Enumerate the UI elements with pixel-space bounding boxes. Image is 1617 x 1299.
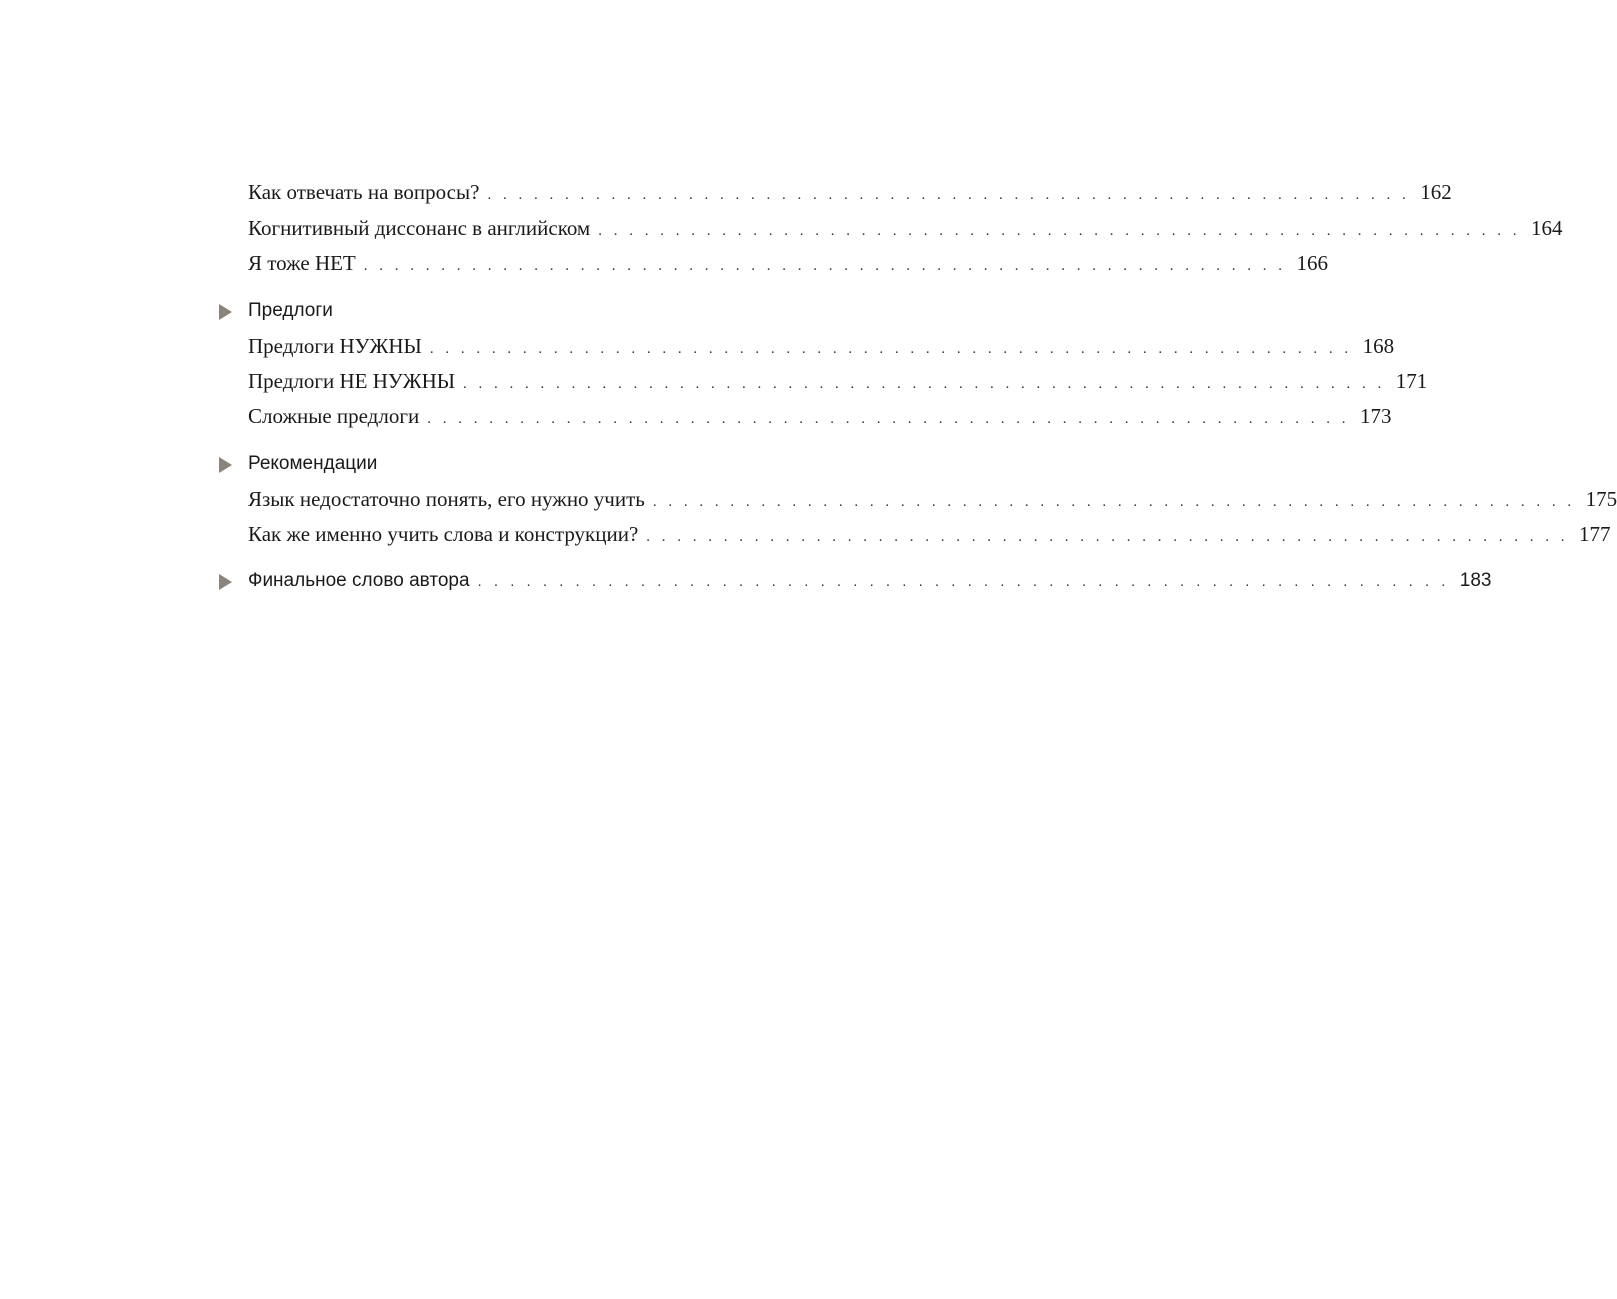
toc-page-number: 166: [1296, 251, 1329, 275]
toc-page-number: 171: [1395, 369, 1428, 393]
toc-page-number: 175: [1585, 487, 1617, 511]
toc-entry-title: Предлоги НЕ НУЖНЫ: [248, 369, 456, 393]
toc-section-title: Рекомендации: [248, 453, 378, 474]
toc-entry-title: Язык недостаточно понять, его нужно учить: [248, 487, 645, 511]
toc-entry-title: Как отвечать на вопросы?: [248, 180, 480, 204]
toc-entry[interactable]: [248, 401, 1392, 431]
toc-dot-leader: . . . . . . . . . . . . . . . . . . . . . . . . . . . . . . . . . . . . . . . . . . . . . . . . . . . . . . . . . . . .: [598, 223, 1521, 239]
toc-entry[interactable]: [248, 177, 1452, 207]
toc-page-number: 162: [1420, 180, 1452, 204]
toc-entry[interactable]: [248, 213, 1563, 243]
toc-entry-title: Как же именно учить слова и конструкции?: [248, 522, 639, 546]
toc-page-number: 183: [1459, 570, 1492, 591]
section-arrow-icon: [219, 574, 232, 590]
toc-entry-title: Я тоже НЕТ: [248, 251, 356, 275]
toc-entry[interactable]: [248, 366, 1428, 396]
toc-entry[interactable]: [248, 248, 1329, 278]
toc-entry-title: Когнитивный диссонанс в английском: [248, 216, 591, 240]
toc-page-number: 177: [1579, 522, 1611, 546]
toc-entry[interactable]: [248, 331, 1395, 361]
toc-section-heading[interactable]: [248, 296, 868, 326]
toc-entry[interactable]: [248, 484, 1617, 514]
toc-dot-leader: . . . . . . . . . . . . . . . . . . . . . . . . . . . . . . . . . . . . . . . . . . . . . . . . . . . . . . . . . . . .: [652, 494, 1576, 510]
section-arrow-icon: [219, 457, 232, 473]
toc-dot-leader: . . . . . . . . . . . . . . . . . . . . . . . . . . . . . . . . . . . . . . . . . . . . . . . . . . . . . . . . . . . .: [427, 411, 1350, 427]
toc-page-number: 173: [1359, 404, 1392, 428]
toc-entry[interactable]: [248, 519, 1611, 549]
toc-entry-title: Предлоги НУЖНЫ: [248, 334, 422, 358]
toc-dot-leader: . . . . . . . . . . . . . . . . . . . . . . . . . . . . . . . . . . . . . . . . . . . . . . . . . . . . . . . . . . . .: [429, 341, 1353, 357]
section-arrow-icon: [219, 304, 232, 320]
toc-section-title: Предлоги: [248, 300, 333, 321]
toc-page-number: 168: [1362, 334, 1395, 358]
toc-section-heading[interactable]: [248, 566, 1492, 596]
toc-dot-leader: . . . . . . . . . . . . . . . . . . . . . . . . . . . . . . . . . . . . . . . . . . . . . . . . . . . . . . . . . . . .: [646, 529, 1569, 545]
toc-entry-title: Сложные предлоги: [248, 404, 420, 428]
toc-dot-leader: . . . . . . . . . . . . . . . . . . . . . . . . . . . . . . . . . . . . . . . . . . . . . . . . . . . . . . . . . . . .: [363, 258, 1287, 274]
toc-section-heading[interactable]: [248, 449, 868, 479]
toc-page-number: 164: [1530, 216, 1563, 240]
toc-dot-leader: . . . . . . . . . . . . . . . . . . . . . . . . . . . . . . . . . . . . . . . . . . . . . . . . . . . . . . . . . . . .: [477, 573, 1450, 590]
toc-dot-leader: . . . . . . . . . . . . . . . . . . . . . . . . . . . . . . . . . . . . . . . . . . . . . . . . . . . . . . . . . . . .: [487, 187, 1410, 203]
toc-section-title: Финальное слово автора: [248, 570, 470, 591]
toc-dot-leader: . . . . . . . . . . . . . . . . . . . . . . . . . . . . . . . . . . . . . . . . . . . . . . . . . . . . . . . . . . . .: [463, 376, 1386, 392]
